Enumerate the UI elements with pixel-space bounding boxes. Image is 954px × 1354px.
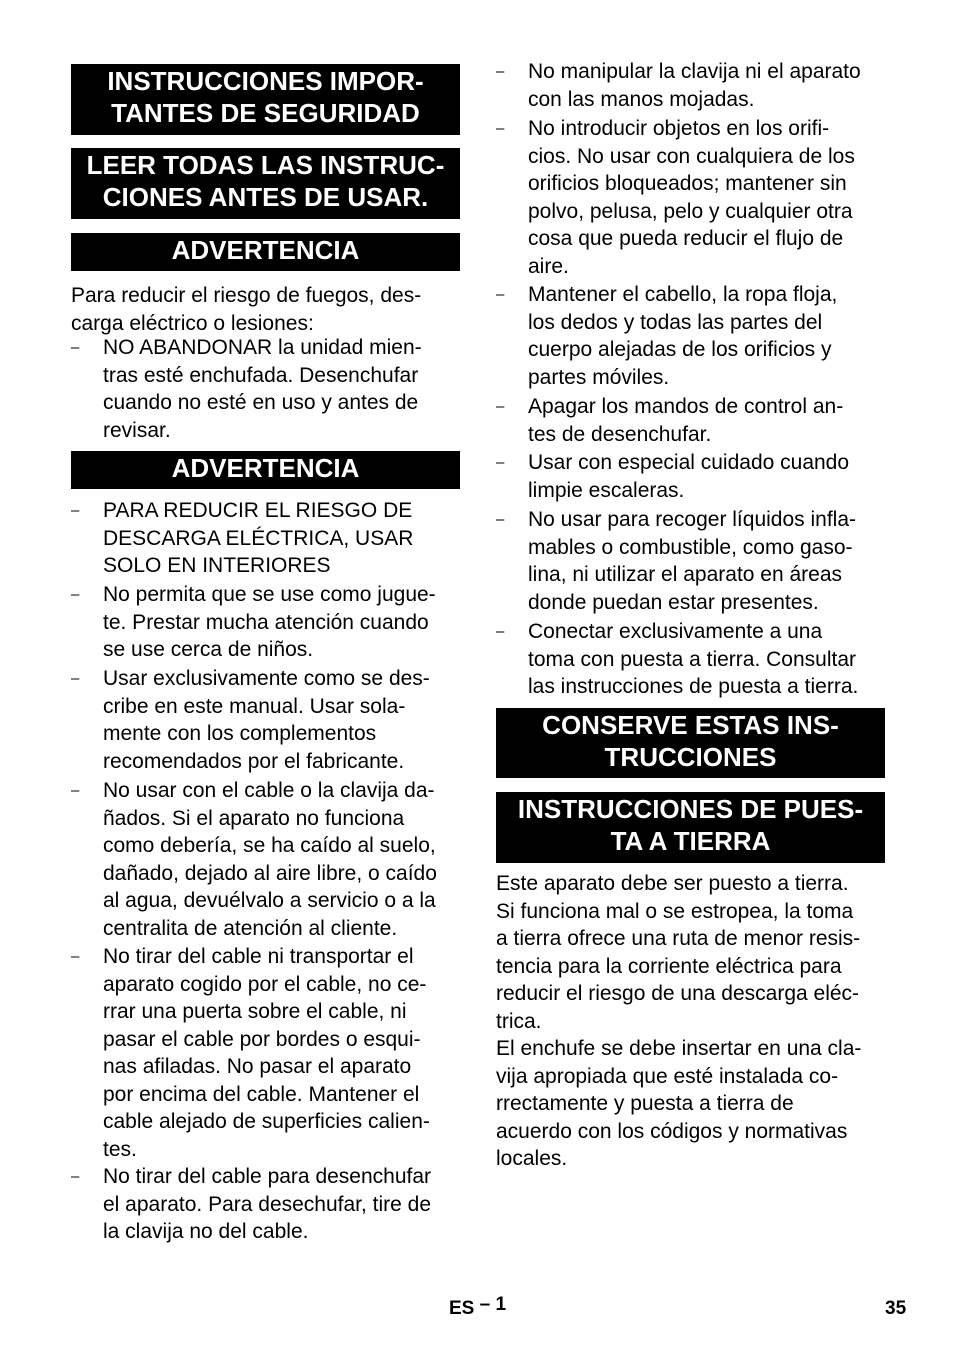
text-line: cosa que pueda reducir el flujo de	[528, 227, 844, 250]
text-line: DESCARGA ELÉCTRICA, USAR	[103, 526, 414, 550]
text-line: No tirar del cable ni transportar el	[103, 945, 414, 968]
warning-heading-2	[71, 451, 460, 489]
text-line: donde puedan estar presentes.	[528, 590, 819, 614]
heading-line: TA A TIERRA	[610, 826, 771, 856]
text-line: mables o combustible, como gaso-	[528, 535, 853, 559]
text-line: partes móviles.	[528, 365, 670, 389]
text-line: acuerdo con los códigos y normativas	[496, 1119, 848, 1143]
text-line: reducir el riesgo de una descarga eléc-	[496, 982, 860, 1005]
warning-heading-1	[71, 233, 460, 271]
footer-section: – 1	[479, 1294, 507, 1315]
text-line: cribe en este manual. Usar sola-	[103, 694, 406, 718]
text-line: aire.	[528, 254, 569, 278]
text-line: las instrucciones de puesta a tierra.	[528, 675, 859, 698]
text-line: se use cerca de niños.	[103, 638, 314, 661]
text-line: lina, ni utilizar el aparato en áreas	[528, 563, 843, 586]
text-line: cuando no esté en uso y antes de	[103, 391, 419, 414]
dash-bullet: –	[496, 623, 505, 640]
text-line: locales.	[496, 1147, 568, 1170]
text-line: por encima del cable. Mantener el	[103, 1082, 420, 1106]
text-line: como debería, se ha caído al suelo,	[103, 834, 436, 857]
text-line: Usar exclusivamente como se des-	[103, 667, 430, 690]
heading-line: CONSERVE ESTAS INS-	[542, 710, 839, 740]
text-line: tes.	[103, 1137, 137, 1161]
dash-bullet: –	[496, 286, 505, 303]
text-line: polvo, pelusa, pelo y cualquier otra	[528, 199, 853, 223]
text-line: trica.	[496, 1009, 542, 1033]
text-line: No usar para recoger líquidos infla-	[528, 508, 857, 531]
text-line: con las manos mojadas.	[528, 87, 755, 111]
text-line: centralita de atención al cliente.	[103, 916, 398, 940]
text-line: cable alejado de superficies calien-	[103, 1110, 430, 1133]
dash-bullet: –	[71, 502, 80, 519]
text-line: limpie escaleras.	[528, 478, 685, 502]
text-line: aparato cogido por el cable, no ce-	[103, 972, 427, 996]
text-line: No permita que se use como jugue-	[103, 583, 436, 606]
text-line: a tierra ofrece una ruta de menor resis-	[496, 927, 861, 950]
heading-line: TRUCCIONES	[604, 742, 777, 772]
text-line: ñados. Si el aparato no funciona	[103, 806, 405, 830]
text-line: rrectamente y puesta a tierra de	[496, 1092, 794, 1115]
dash-bullet: –	[71, 948, 80, 965]
text-line: cios. No usar con cualquiera de los	[528, 144, 855, 168]
text-line: mente con los complementos	[103, 722, 377, 745]
dash-bullet: –	[496, 120, 505, 137]
text-line: tencia para la corriente eléctrica para	[496, 954, 842, 978]
warning-intro	[71, 282, 466, 337]
text-line: nas afiladas. No pasar el aparato	[103, 1055, 412, 1078]
text-line: cuerpo alejadas de los orificios y	[528, 338, 832, 361]
page-number: 35	[885, 1298, 907, 1319]
dash-bullet: –	[496, 511, 505, 528]
text-line: Usar con especial cuidado cuando	[528, 451, 850, 474]
footer-section-label	[449, 1294, 507, 1320]
text-line: recomendados por el fabricante.	[103, 749, 405, 773]
text-line: carga eléctrico o lesiones:	[71, 311, 314, 335]
text-line: Mantener el cabello, la ropa floja,	[528, 283, 838, 306]
text-line: la clavija no del cable.	[103, 1220, 309, 1243]
text-line: pasar el cable por bordes o esqui-	[103, 1027, 421, 1051]
text-line: El enchufe se debe insertar en una cla-	[496, 1037, 862, 1060]
heading-read-all	[71, 148, 460, 219]
text-line: vija apropiada que esté instalada co-	[496, 1064, 839, 1088]
text-line: No tirar del cable para desenchufar	[103, 1165, 432, 1188]
dash-bullet: –	[496, 63, 505, 80]
dash-bullet: –	[71, 586, 80, 603]
text-line: los dedos y todas las partes del	[528, 310, 823, 334]
dash-bullet: –	[71, 339, 80, 356]
text-line: Este aparato debe ser puesto a tierra.	[496, 872, 849, 895]
text-line: Conectar exclusivamente a una	[528, 620, 823, 643]
warning-title: ADVERTENCIA	[171, 453, 360, 483]
text-line: orificios bloqueados; mantener sin	[528, 172, 847, 195]
heading-grounding	[496, 792, 885, 863]
text-line: No manipular la clavija ni el aparato	[528, 60, 861, 83]
heading-line: INSTRUCCIONES DE PUES-	[517, 794, 864, 824]
footer-lang: ES	[449, 1298, 475, 1319]
dash-bullet: –	[71, 670, 80, 687]
text-line: tes de desenchufar.	[528, 422, 712, 446]
text-line: No introducir objetos en los orifi-	[528, 117, 830, 140]
heading-line: LEER TODAS LAS INSTRUC-	[86, 150, 445, 180]
grounding-paragraph-2	[496, 1035, 891, 1173]
text-line: al agua, devuélvalo a servicio o a la	[103, 889, 436, 912]
dash-bullet: –	[496, 454, 505, 471]
dash-bullet: –	[71, 782, 80, 799]
heading-line: TANTES DE SEGURIDAD	[111, 98, 420, 128]
text-line: dañado, dejado al aire libre, o caído	[103, 861, 437, 885]
text-line: toma con puesta a tierra. Consultar	[528, 647, 857, 671]
text-line: revisar.	[103, 418, 171, 442]
text-line: NO ABANDONAR la unidad mien-	[103, 336, 422, 359]
text-line: Apagar los mandos de control an-	[528, 395, 844, 418]
grounding-paragraph-1	[496, 870, 891, 1035]
text-line: PARA REDUCIR EL RIESGO DE	[103, 499, 413, 522]
text-line: el aparato. Para desechufar, tire de	[103, 1192, 432, 1216]
heading-line: CIONES ANTES DE USAR.	[102, 182, 429, 212]
dash-bullet: –	[71, 1168, 80, 1185]
text-line: SOLO EN INTERIORES	[103, 554, 331, 577]
text-line: te. Prestar mucha atención cuando	[103, 610, 429, 634]
heading-line: INSTRUCCIONES IMPOR-	[107, 66, 424, 96]
heading-keep-instructions	[496, 708, 885, 778]
heading-important-safety	[71, 64, 460, 135]
dash-bullet: –	[496, 398, 505, 415]
text-line: No usar con el cable o la clavija da-	[103, 779, 435, 802]
text-line: tras esté enchufada. Desenchufar	[103, 363, 419, 387]
text-line: Para reducir el riesgo de fuegos, des-	[71, 284, 422, 307]
warning-title: ADVERTENCIA	[171, 235, 360, 265]
text-line: Si funciona mal o se estropea, la toma	[496, 899, 854, 923]
text-line: rrar una puerta sobre el cable, ni	[103, 1000, 407, 1023]
